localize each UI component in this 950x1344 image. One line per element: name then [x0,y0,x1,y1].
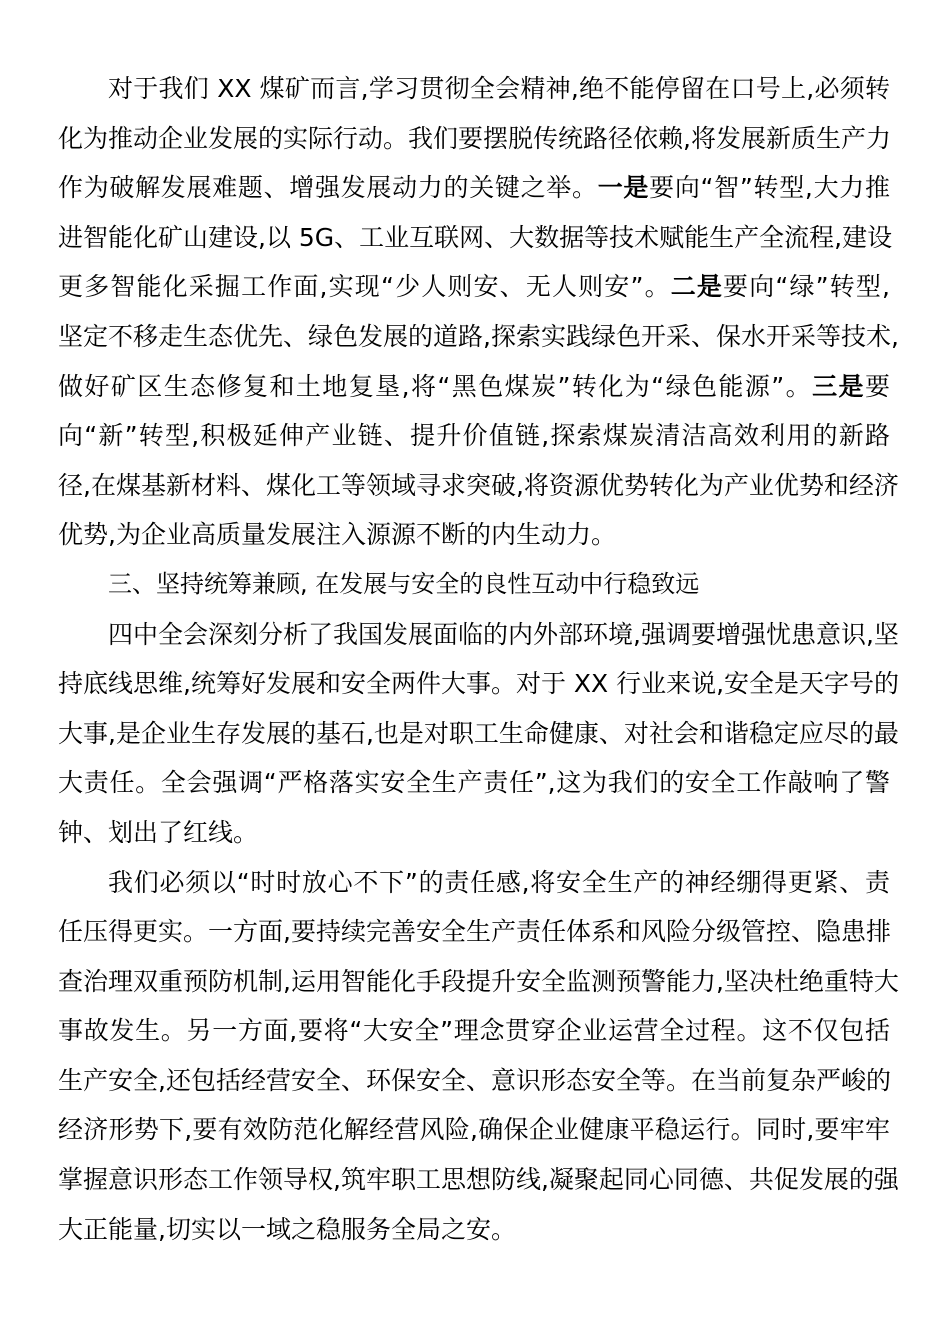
text-span: 作为破解发展难题、增强发展动力的关键之举。 [58,173,598,203]
text-line: 大责任。全会强调“严格落实安全生产责任”,这为我们的安全工作敲响了警 [58,768,890,798]
text-line: 大事,是企业生存发展的基石,也是对职工生命健康、对社会和谐稳定应尽的最 [58,718,899,748]
text-span: 更多智能化采掘工作面,实现“少人则安、无人则安”。 [58,272,671,302]
text-span: 要向“智”转型,大力推 [649,173,890,203]
text-span: 要 [864,371,890,401]
paragraph-security-analysis [58,610,900,858]
text-line: 化为推动企业发展的实际行动。我们要摆脱传统路径依赖,将发展新质生产力 [58,123,891,153]
bold-marker-first: 一是 [597,173,650,203]
text-line: 四中全会深刻分析了我国发展面临的内外部环境,强调要增强忧患意识,坚 [108,619,899,649]
text-span: 做好矿区生态修复和土地复垦,将“黑色煤炭”转化为“绿色能源”。 [58,371,813,401]
bold-marker-third: 三是 [812,371,865,401]
text-line: 钟、划出了红线。 [58,817,259,847]
text-line: 查治理双重预防机制,运用智能化手段提升安全监测预警能力,坚决杜绝重特大 [58,966,899,996]
text-line: 进智能化矿山建设,以 5G、工业互联网、大数据等技术赋能生产全流程,建设 [58,222,893,252]
text-line [58,262,890,312]
document-page [58,64,900,1254]
paragraph-transformation [58,64,899,560]
paragraph-security-measures [58,858,899,1255]
text-line: 任压得更实。一方面,要持续完善安全生产责任体系和风险分级管控、隐患排 [58,917,891,947]
text-line: 大正能量,切实以一域之稳服务全局之安。 [58,1214,516,1244]
bold-marker-second: 二是 [670,272,724,302]
text-line: 坚定不移走生态优先、绿色发展的道路,探索实践绿色开采、保水开采等技术, [58,321,899,351]
text-line: 经济形势下,要有效防范化解经营风险,确保企业健康平稳运行。同时,要牢牢 [58,1115,890,1145]
text-line: 生产安全,还包括经营安全、环保安全、意识形态安全等。在当前复杂严峻的 [58,1065,891,1095]
text-line: 持底线思维,统筹好发展和安全两件大事。对于 XX 行业来说,安全是天字号的 [58,669,900,699]
text-line: 掌握意识形态工作领导权,筑牢职工思想防线,凝聚起同心同德、共促发展的强 [58,1165,899,1195]
text-span: 要向“绿”转型, [723,272,890,302]
text-line [58,362,890,412]
text-line: 优势,为企业高质量发展注入源源不断的内生动力。 [58,520,616,550]
text-line: 我们必须以“时时放心不下”的责任感,将安全生产的神经绷得更紧、责 [108,867,890,897]
text-line: 向“新”转型,积极延伸产业链、提升价值链,探索煤炭清洁高效利用的新路 [58,421,890,451]
text-line: 径,在煤基新材料、煤化工等领域寻求突破,将资源优势转化为产业优势和经济 [58,470,899,500]
text-line [58,163,890,213]
text-line: 事故发生。另一方面,要将“大安全”理念贯穿企业运营全过程。这不仅包括 [58,1016,890,1046]
section-heading: 三、坚持统筹兼顾, 在发展与安全的良性互动中行稳致远 [108,569,700,598]
text-line: 对于我们 XX 煤矿而言,学习贯彻全会精神,绝不能停留在口号上,必须转 [108,74,890,103]
